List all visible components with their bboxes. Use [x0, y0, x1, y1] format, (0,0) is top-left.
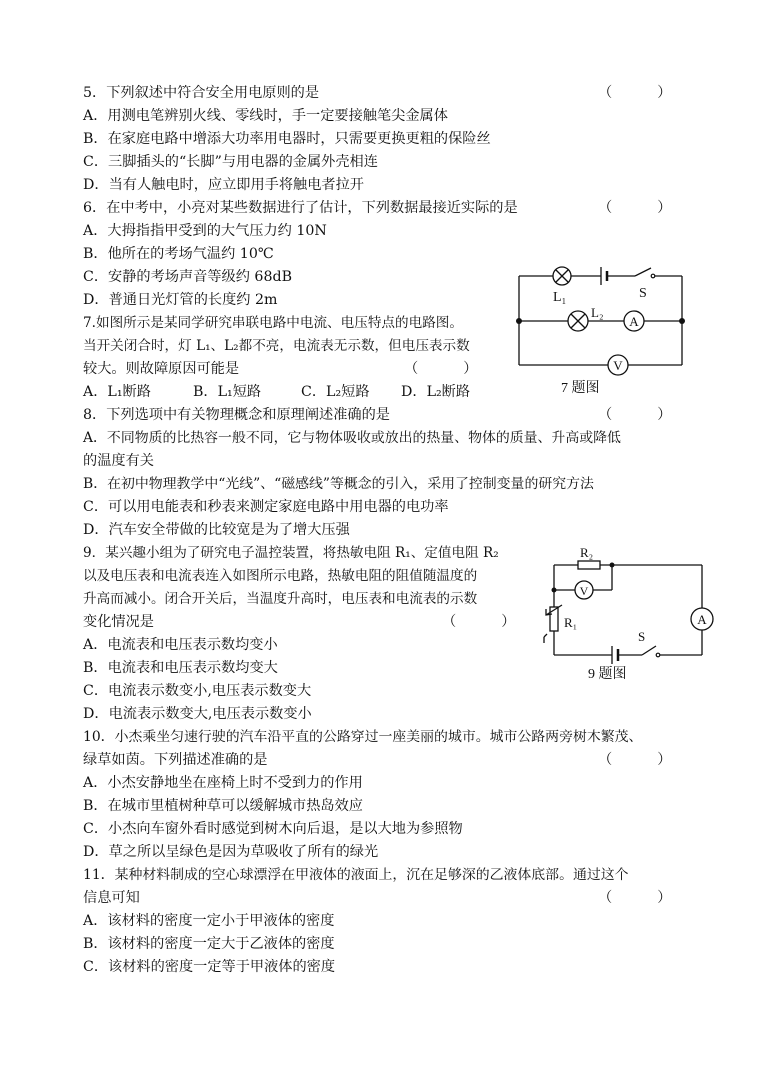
- question-9-line-2: 以及电压表和电流表连入如图所示电路，热敏电阻的阻值随温度的: [83, 568, 478, 584]
- question-8-stem: 8．下列选项中有关物理概念和原理阐述准确的是: [83, 407, 390, 423]
- thermistor-r1-icon: [544, 605, 562, 643]
- option-b: B．在初中物理教学中“光线”、“磁感线”等概念的引入，采用了控制变量的研究方法: [83, 476, 594, 492]
- answer-parenthesis: （ ）: [598, 752, 672, 768]
- junction-dot: [679, 318, 685, 324]
- option-b: B．他所在的考场气温约 10℃: [83, 246, 274, 262]
- lamp-l2-icon: [568, 311, 588, 331]
- ammeter-label: A: [629, 314, 639, 329]
- voltmeter-icon: [575, 581, 593, 599]
- option-d: D．普通日光灯管的长度约 2m: [83, 292, 278, 308]
- option-a: A．小杰安静地坐在座椅上时不受到力的作用: [83, 775, 363, 791]
- answer-parenthesis: （ ）: [442, 614, 516, 630]
- resistor-r2-label: R₂: [580, 545, 594, 560]
- switch-s-icon: [651, 274, 655, 278]
- answer-parenthesis: （ ）: [598, 200, 672, 216]
- question-9-line-3: 升高而减小。闭合开关后，当温度升高时，电压表和电流表的示数: [83, 591, 478, 607]
- question-7-line-1: 7.如图所示是某同学研究串联电路中电流、电压特点的电路图。: [83, 315, 463, 331]
- resistor-r2-icon: [578, 561, 600, 569]
- ammeter-icon: [691, 608, 713, 630]
- option-d: D．当有人触电时，应立即用手将触电者拉开: [83, 177, 364, 193]
- question-10-line-2: 绿草如茵。下列描述准确的是: [83, 752, 268, 768]
- option-c: C．该材料的密度一定等于甲液体的密度: [83, 959, 336, 975]
- junction-dot: [552, 588, 557, 593]
- switch-s-label: S: [639, 286, 647, 301]
- option-b: B．电流表和电压表示数均变大: [83, 660, 278, 676]
- ammeter-label: A: [697, 612, 707, 627]
- option-a-continued: 的温度有关: [83, 453, 154, 469]
- junction-dot: [610, 563, 615, 568]
- option-c: C．可以用电能表和秒表来测定家庭电路中用电器的电功率: [83, 499, 449, 515]
- figure-9-circuit: [530, 543, 720, 683]
- option-a: A．电流表和电压表示数均变小: [83, 637, 278, 653]
- figure-7-caption: 7 题图: [561, 381, 600, 396]
- option-a: A．不同物质的比热容一般不同，它与物体吸收或放出的热量、物体的质量、升高或降低: [83, 430, 621, 446]
- switch-s-icon: [656, 653, 660, 657]
- option-c: C．小杰向车窗外看时感觉到树木向后退，是以大地为参照物: [83, 821, 463, 837]
- question-7-line-2: 当开关闭合时，灯 L₁、L₂都不亮，电流表无示数，但电压表示数: [83, 338, 470, 354]
- answer-parenthesis: （ ）: [598, 85, 672, 101]
- option-d: D．汽车安全带做的比较宽是为了增大压强: [83, 522, 350, 538]
- junction-dot: [516, 318, 522, 324]
- thermistor-r1-label: R₁: [564, 615, 578, 630]
- lamp-l1-icon: [553, 267, 571, 285]
- question-11-line-2: 信息可知: [83, 890, 140, 906]
- option-c: C．安静的考场声音等级约 68dB: [83, 269, 292, 285]
- lamp-l2-label: L₂: [591, 305, 604, 320]
- option-d: D．L₂断路: [401, 384, 471, 400]
- voltmeter-label: V: [613, 358, 623, 373]
- option-a: A．L₁断路: [83, 384, 151, 400]
- answer-parenthesis: （ ）: [598, 890, 672, 906]
- answer-parenthesis: （ ）: [598, 407, 672, 423]
- question-6-stem: 6．在中考中，小亮对某些数据进行了估计，下列数据最接近实际的是: [83, 200, 518, 216]
- voltmeter-label: V: [579, 584, 589, 598]
- option-c: C．电流表示数变小,电压表示数变大: [83, 683, 312, 699]
- option-c: C．三脚插头的“长脚”与用电器的金属外壳相连: [83, 154, 378, 170]
- question-9-line-1: 9．某兴趣小组为了研究电子温控装置，将热敏电阻 R₁、定值电阻 R₂: [83, 545, 499, 561]
- option-b: B．该材料的密度一定大于乙液体的密度: [83, 936, 335, 952]
- option-b: B．在家庭电路中增添大功率用电器时，只需要更换更粗的保险丝: [83, 131, 491, 147]
- question-11-line-1: 11．某种材料制成的空心球漂浮在甲液体的液面上，沉在足够深的乙液体底部。通过这个: [83, 867, 629, 883]
- option-d: D．草之所以呈绿色是因为草吸收了所有的绿光: [83, 844, 379, 860]
- switch-s-label: S: [638, 629, 646, 644]
- option-d: D．电流表示数变大,电压表示数变小: [83, 706, 312, 722]
- question-5-stem: 5．下列叙述中符合安全用电原则的是: [83, 85, 320, 101]
- option-c: C．L₂短路: [301, 384, 370, 400]
- question-7-line-3: 较大。则故障原因可能是: [83, 361, 240, 377]
- figure-7-circuit: [505, 255, 695, 405]
- voltmeter-icon: [608, 355, 628, 375]
- question-9-line-4: 变化情况是: [83, 614, 154, 630]
- answer-parenthesis: （ ）: [404, 361, 478, 377]
- question-7-options: [83, 381, 470, 403]
- option-a: A．大拇指指甲受到的大气压力约 10N: [83, 223, 327, 239]
- figure-9-caption: 9 题图: [588, 667, 627, 682]
- option-b: B．在城市里植树种草可以缓解城市热岛效应: [83, 798, 363, 814]
- lamp-l1-label: L₁: [553, 290, 567, 305]
- option-a: A．该材料的密度一定小于甲液体的密度: [83, 913, 335, 929]
- question-10-line-1: 10．小杰乘坐匀速行驶的汽车沿平直的公路穿过一座美丽的城市。城市公路两旁树木繁茂、: [83, 729, 643, 745]
- ammeter-icon: [624, 311, 644, 331]
- option-a: A．用测电笔辨别火线、零线时，手一定要接触笔尖金属体: [83, 108, 448, 124]
- option-b: B．L₁短路: [193, 384, 262, 400]
